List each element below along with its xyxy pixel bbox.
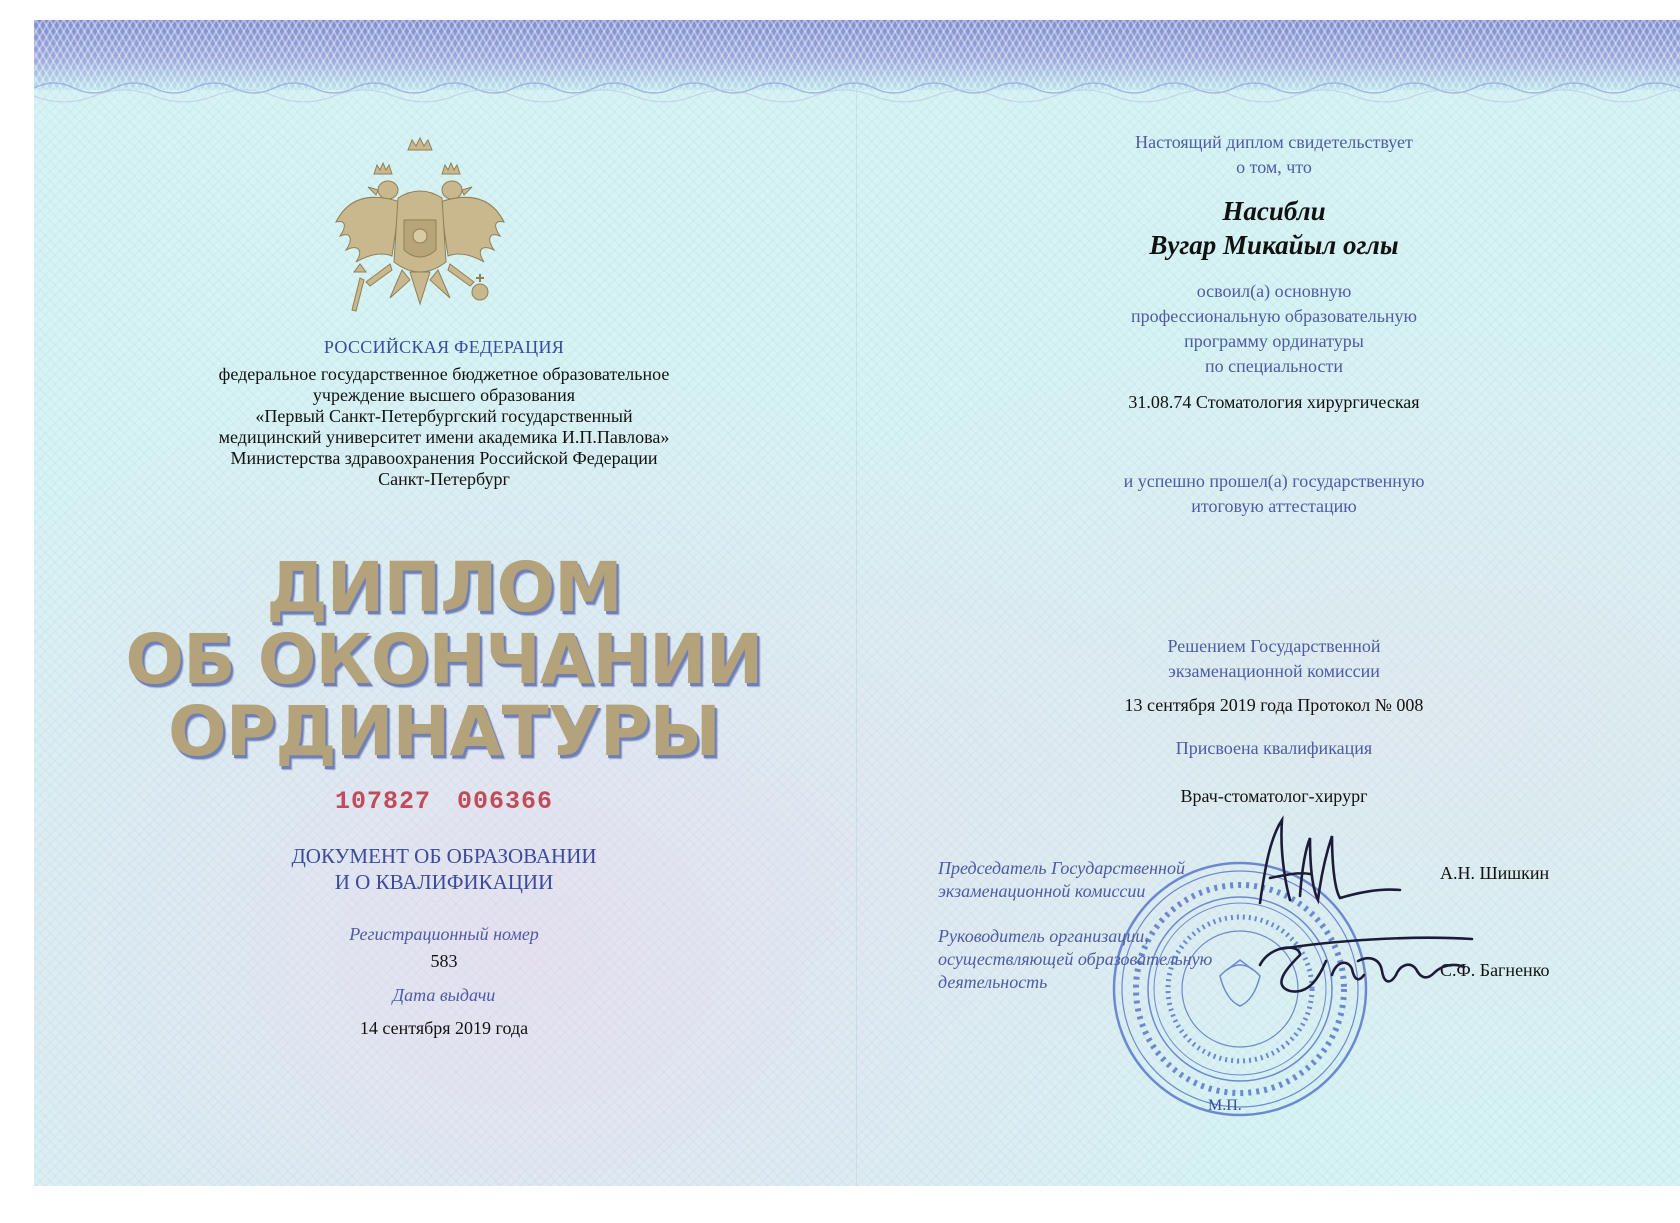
- seal-place-mark: М.П.: [1208, 1097, 1242, 1114]
- country-label: РОССИЙСКАЯ ФЕДЕРАЦИЯ: [323, 337, 565, 357]
- document-title: [44, 548, 844, 772]
- institution-line: «Первый Санкт-Петербургский государственный: [255, 406, 633, 426]
- program-line: программу ординатуры: [1184, 331, 1364, 351]
- organization-head-name: С.Ф. Багненко: [1440, 960, 1550, 980]
- head-role-line: деятельность: [938, 972, 1048, 992]
- attestation-statement: [1044, 469, 1504, 519]
- document-type: [164, 843, 724, 895]
- commission-chair-name: А.Н. Шишкин: [1440, 863, 1550, 883]
- serial-number: [264, 787, 624, 816]
- attestation-line: итоговую аттестацию: [1191, 496, 1357, 516]
- program-line: освоил(а) основную: [1196, 281, 1352, 301]
- registration-caption: Регистрационный номер: [349, 924, 539, 944]
- graduate-given-names: Вугар Микайыл оглы: [1149, 230, 1399, 260]
- head-role-line: осуществляющей образовательную: [938, 949, 1213, 969]
- institution-line: Санкт-Петербург: [378, 469, 510, 489]
- decision-line: экзаменационной комиссии: [1168, 661, 1380, 681]
- commission-decision: [1054, 634, 1494, 684]
- qualification-caption: Присвоена квалификация: [1175, 738, 1373, 758]
- title-line: ОРДИНАТУРЫ: [168, 692, 720, 772]
- chair-role-line: Председатель Государственной: [938, 858, 1185, 878]
- issue-date-caption: Дата выдачи: [392, 985, 496, 1005]
- institution-line: федеральное государственное бюджетное образовательное: [218, 364, 670, 384]
- institution-line: Министерства здравоохранения Российской Федерации: [230, 448, 658, 468]
- organization-head-role: [938, 925, 1212, 994]
- double-headed-eagle-emblem-icon: [330, 132, 510, 332]
- protocol-line: 13 сентября 2019 года Протокол № 008: [1124, 695, 1424, 715]
- chair-signature: [1240, 808, 1410, 928]
- title-line: ДИПЛОМ: [266, 548, 622, 628]
- registration-number: 583: [430, 951, 458, 971]
- institution-name: [114, 364, 774, 490]
- serial-digits: 006366: [457, 787, 554, 816]
- institution-line: медицинский университет имени академика И.П.Павлова»: [218, 427, 670, 447]
- program-line: профессиональную образовательную: [1131, 306, 1417, 326]
- qualification: Врач-стоматолог-хирург: [1180, 786, 1368, 806]
- decision-line: Решением Государственной: [1167, 636, 1381, 656]
- certifies-text: [1054, 130, 1494, 180]
- serial-series: 107827: [334, 787, 431, 816]
- document-type-line: ДОКУМЕНТ ОБ ОБРАЗОВАНИИ: [291, 844, 597, 868]
- head-role-line: Руководитель организации,: [938, 926, 1149, 946]
- institution-line: учреждение высшего образования: [312, 385, 576, 405]
- decorative-wave-pattern: [34, 78, 1680, 114]
- graduate-surname: Насибли: [1222, 196, 1326, 226]
- specialty: 31.08.74 Стоматология хирургическая: [1128, 392, 1420, 412]
- certifies-line: о том, что: [1236, 157, 1312, 177]
- issue-date: 14 сентября 2019 года: [359, 1018, 529, 1038]
- program-line: по специальности: [1205, 356, 1343, 376]
- attestation-line: и успешно прошел(а) государственную: [1123, 471, 1425, 491]
- commission-chair-role: [938, 857, 1185, 903]
- chair-role-line: экзаменационной комиссии: [938, 881, 1146, 901]
- graduate-name: [1054, 194, 1494, 262]
- page-fold-line: [856, 90, 857, 1186]
- program-statement: [1044, 279, 1504, 379]
- document-type-line: И О КВАЛИФИКАЦИИ: [334, 870, 554, 894]
- certifies-line: Настоящий диплом свидетельствует: [1135, 132, 1413, 152]
- title-line: ОБ ОКОНЧАНИИ: [125, 620, 763, 700]
- head-signature: [1240, 925, 1480, 1005]
